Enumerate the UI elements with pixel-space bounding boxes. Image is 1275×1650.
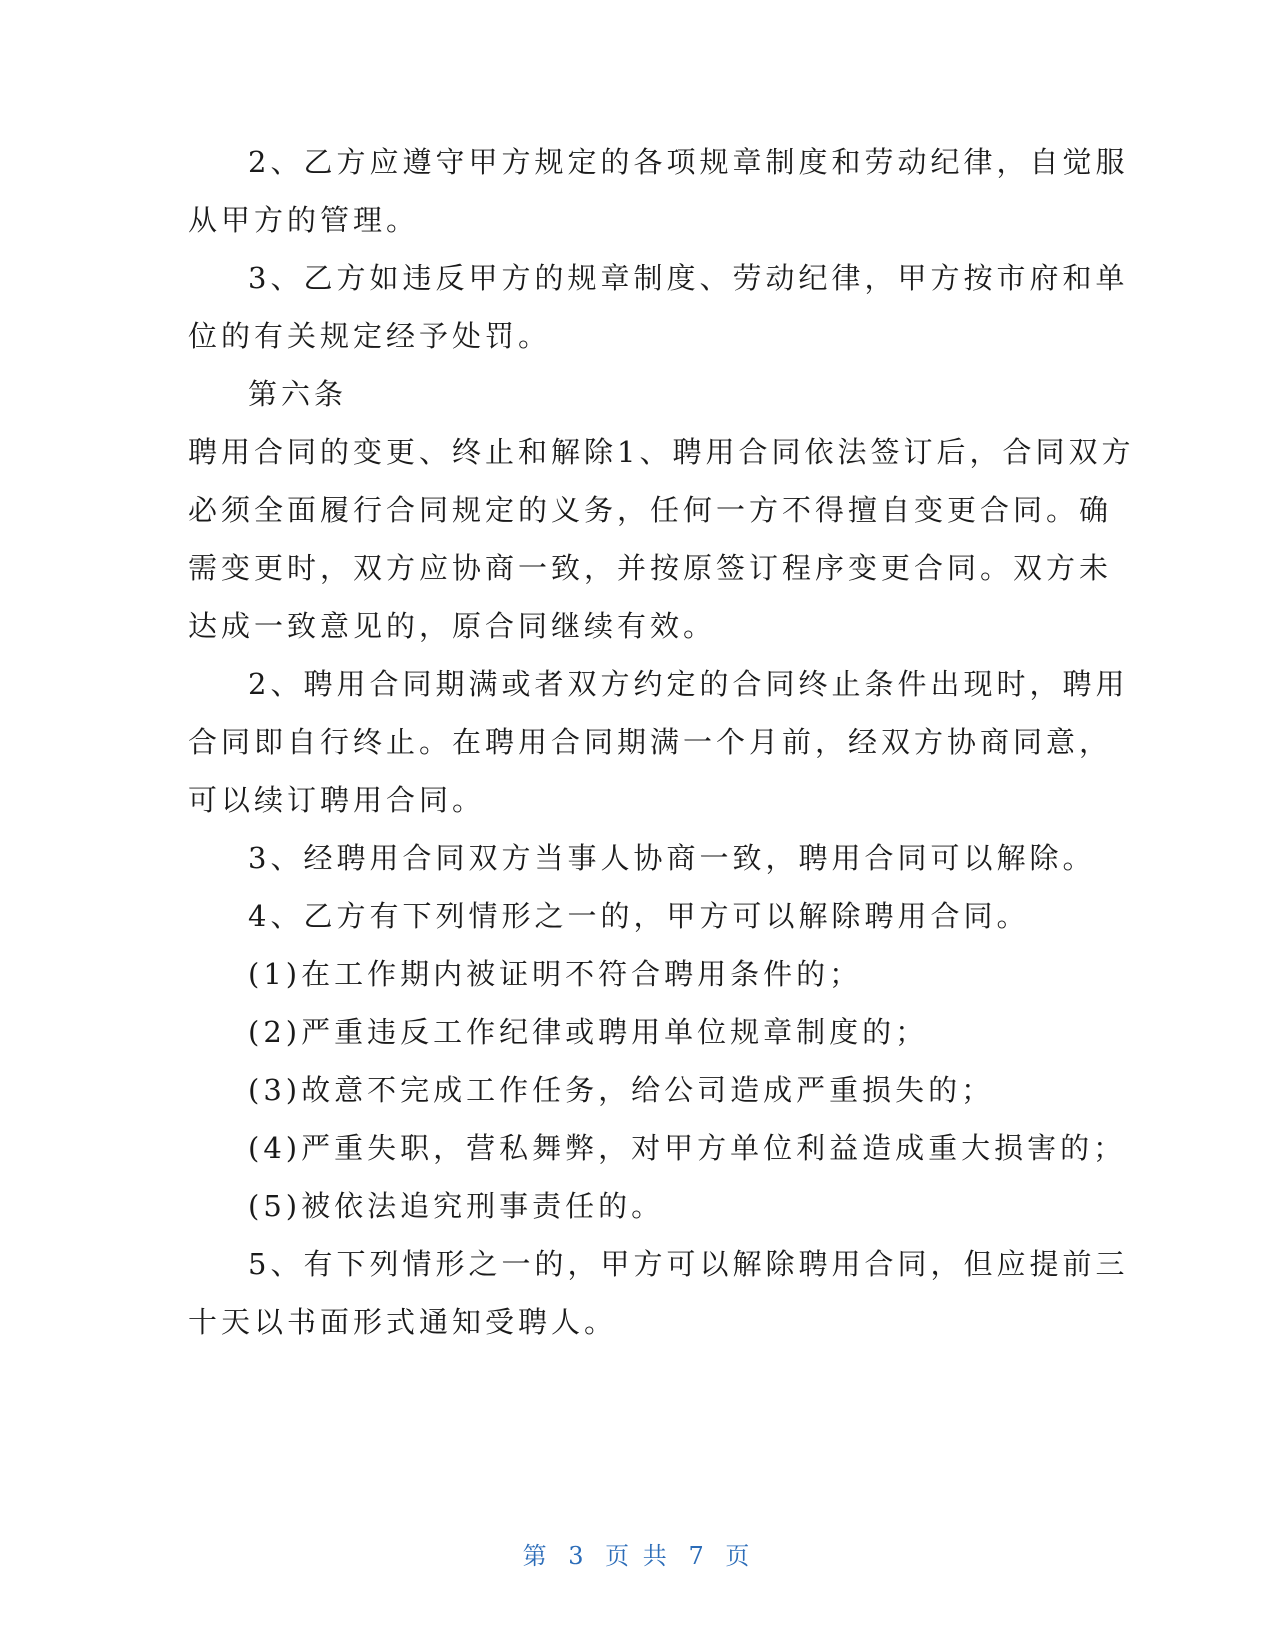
paragraph-4-line-3: 可以续订聘用合同。 bbox=[188, 783, 486, 817]
paragraph-3-line-1: 聘用合同的变更、终止和解除1、聘用合同依法签订后，合同双方 bbox=[188, 435, 1135, 469]
paragraph-6-line-1: 4、乙方有下列情形之一的，甲方可以解除聘用合同。 bbox=[248, 899, 1030, 933]
paragraph-7-line-1: 5、有下列情形之一的，甲方可以解除聘用合同，但应提前三 bbox=[248, 1247, 1129, 1281]
paragraph-4-line-1: 2、聘用合同期满或者双方约定的合同终止条件出现时，聘用 bbox=[248, 667, 1129, 701]
footer-total-pages: 7 bbox=[688, 1542, 707, 1570]
footer-page-number: 3 bbox=[568, 1542, 587, 1570]
article-heading: 第六条 bbox=[248, 377, 348, 411]
paragraph-3-line-2: 必须全面履行合同规定的义务，任何一方不得擅自变更合同。确 bbox=[188, 493, 1113, 527]
paragraph-3-line-3: 需变更时，双方应协商一致，并按原签订程序变更合同。双方未 bbox=[188, 551, 1113, 585]
paragraph-4-line-2: 合同即自行终止。在聘用合同期满一个月前，经双方协商同意， bbox=[188, 725, 1113, 759]
paragraph-5-line-1: 3、经聘用合同双方当事人协商一致，聘用合同可以解除。 bbox=[248, 841, 1096, 875]
paragraph-2-line-2: 位的有关规定经予处罚。 bbox=[188, 319, 552, 353]
paragraph-1-line-2: 从甲方的管理。 bbox=[188, 203, 420, 237]
list-item-3: (3)故意不完成工作任务，给公司造成严重损失的； bbox=[248, 1073, 995, 1107]
page-footer bbox=[0, 1536, 1275, 1571]
footer-middle: 页 共 bbox=[605, 1542, 670, 1570]
paragraph-7-line-2: 十天以书面形式通知受聘人。 bbox=[188, 1305, 618, 1339]
footer-prefix: 第 bbox=[522, 1542, 550, 1570]
list-item-2: (2)严重违反工作纪律或聘用单位规章制度的； bbox=[248, 1015, 929, 1049]
paragraph-2-line-1: 3、乙方如违反甲方的规章制度、劳动纪律，甲方按市府和单 bbox=[248, 261, 1129, 295]
footer-suffix: 页 bbox=[725, 1542, 753, 1570]
paragraph-1-line-1: 2、乙方应遵守甲方规定的各项规章制度和劳动纪律，自觉服 bbox=[248, 145, 1129, 179]
list-item-5: (5)被依法追究刑事责任的。 bbox=[248, 1189, 665, 1223]
list-item-4: (4)严重失职，营私舞弊，对甲方单位利益造成重大损害的； bbox=[248, 1131, 1127, 1165]
list-item-1: (1)在工作期内被证明不符合聘用条件的； bbox=[248, 957, 863, 991]
paragraph-3-line-4: 达成一致意见的，原合同继续有效。 bbox=[188, 609, 717, 643]
